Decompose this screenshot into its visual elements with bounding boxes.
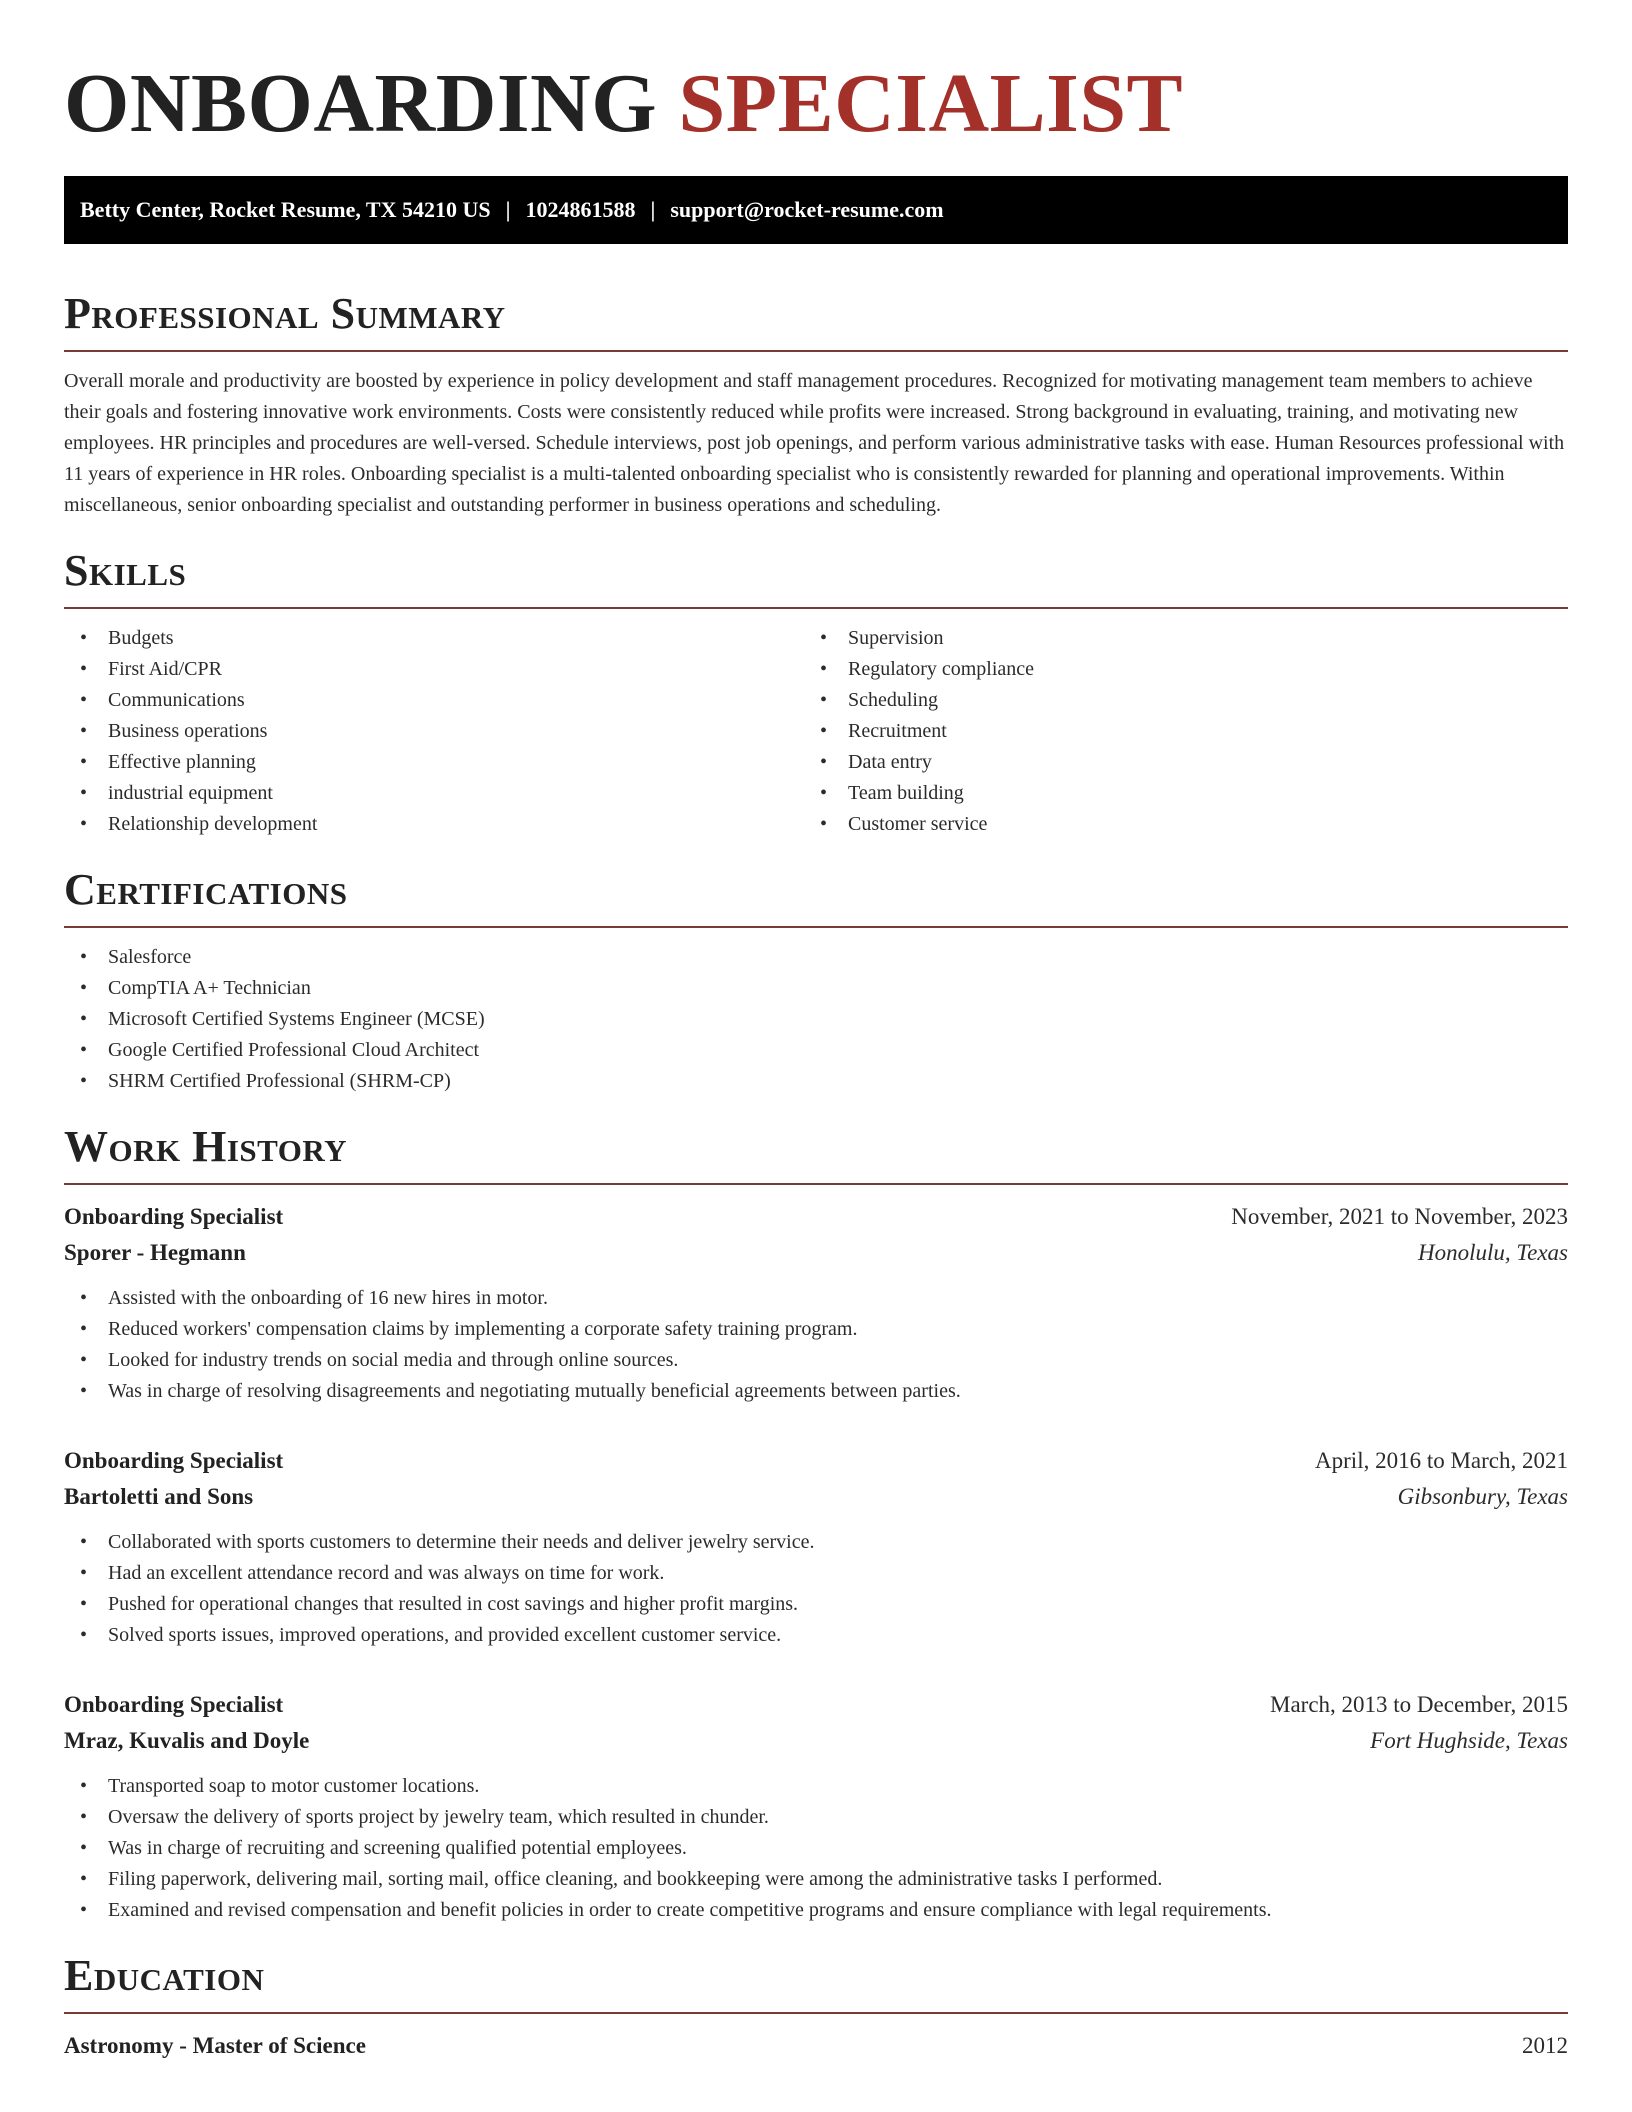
resume-name xyxy=(64,58,1568,150)
section-divider xyxy=(64,350,1568,352)
skills-right-list xyxy=(804,623,1544,840)
skill-item: • Data entry xyxy=(804,747,1544,778)
skill-item: • Budgets xyxy=(64,623,804,654)
contact-phone: 1024861588 xyxy=(525,197,636,222)
job-header-row xyxy=(64,1199,1568,1235)
section-title-education: Education xyxy=(64,1951,265,2000)
job-bullet: • Pushed for operational changes that resulted in cost savings and higher profit margins. xyxy=(64,1589,1568,1620)
section-title-certifications: Certifications xyxy=(64,865,348,914)
section-title-summary: Professional Summary xyxy=(64,289,506,338)
certification-item: • CompTIA A+ Technician xyxy=(64,973,1568,1004)
contact-bar xyxy=(64,176,1568,244)
summary-text: Overall morale and productivity are boosted by experience in policy development and staff management procedures. Recognized for motivating management team members to achieve their goals and fostering innovative work environments. Costs were consistently reduced while profits were increased. Strong background in evaluating, training, and motivating new employees. HR principles and procedures are well-versed. Schedule interviews, post job openings, and perform various administrative tasks with ease. Human Resources professional with 11 years of experience in HR roles. Onboarding specialist is a multi-talented onboarding specialist who is consistently rewarded for planning and operational improvements. Within miscellaneous, senior onboarding specialist and outstanding performer in business operations and scheduling. xyxy=(64,370,1565,516)
section-divider xyxy=(64,1183,1568,1185)
certification-item: • Salesforce xyxy=(64,942,1568,973)
skills-section xyxy=(64,545,1568,840)
job-dates: November, 2021 to November, 2023 xyxy=(1231,1204,1568,1229)
skills-left-list xyxy=(64,623,804,840)
job-bullet: • Solved sports issues, improved operations, and provided excellent customer service. xyxy=(64,1620,1568,1651)
job-title: Onboarding Specialist xyxy=(64,1692,284,1717)
skill-item: • Recruitment xyxy=(804,716,1544,747)
skill-item: • Scheduling xyxy=(804,685,1544,716)
skill-item: • Customer service xyxy=(804,809,1544,840)
job-bullets xyxy=(64,1527,1568,1651)
certification-item: • Microsoft Certified Systems Engineer (MCSE) xyxy=(64,1004,1568,1035)
job-location: Fort Hughside, Texas xyxy=(1370,1728,1568,1753)
skill-item: • First Aid/CPR xyxy=(64,654,804,685)
job-entry xyxy=(64,1199,1568,1407)
education-entry xyxy=(64,2028,1568,2064)
certification-item: • SHRM Certified Professional (SHRM-CP) xyxy=(64,1066,1568,1097)
job-header-row xyxy=(64,1687,1568,1723)
section-divider xyxy=(64,926,1568,928)
skill-item: • Communications xyxy=(64,685,804,716)
job-title: Onboarding Specialist xyxy=(64,1448,284,1473)
job-bullets xyxy=(64,1771,1568,1926)
job-bullet: • Collaborated with sports customers to determine their needs and deliver jewelry service. xyxy=(64,1527,1568,1558)
job-bullets xyxy=(64,1283,1568,1407)
skill-item: • Supervision xyxy=(804,623,1544,654)
job-bullet: • Assisted with the onboarding of 16 new hires in motor. xyxy=(64,1283,1568,1314)
job-entry xyxy=(64,1443,1568,1651)
job-dates: March, 2013 to December, 2015 xyxy=(1270,1692,1568,1717)
certifications-list xyxy=(64,942,1568,1097)
job-company-row xyxy=(64,1235,1568,1271)
job-bullet: • Was in charge of resolving disagreements and negotiating mutually beneficial agreements between parties. xyxy=(64,1376,1568,1407)
job-location: Honolulu, Texas xyxy=(1418,1240,1568,1265)
name-first: ONBOARDING xyxy=(64,57,658,150)
summary-section xyxy=(64,288,1568,521)
job-header-row xyxy=(64,1443,1568,1479)
skills-grid xyxy=(64,623,1568,840)
skill-item: • Team building xyxy=(804,778,1544,809)
job-company: Sporer - Hegmann xyxy=(64,1240,246,1265)
name-second: SPECIALIST xyxy=(678,57,1184,150)
skill-item: • Business operations xyxy=(64,716,804,747)
certifications-section xyxy=(64,864,1568,1097)
job-company: Mraz, Kuvalis and Doyle xyxy=(64,1728,310,1753)
section-divider xyxy=(64,607,1568,609)
job-company-row xyxy=(64,1723,1568,1759)
job-bullet: • Examined and revised compensation and benefit policies in order to create competitive programs and ensure compliance with legal requirements. xyxy=(64,1895,1568,1926)
job-company: Bartoletti and Sons xyxy=(64,1484,254,1509)
skill-item: • Regulatory compliance xyxy=(804,654,1544,685)
section-divider xyxy=(64,2012,1568,2014)
job-title: Onboarding Specialist xyxy=(64,1204,284,1229)
job-bullet: • Filing paperwork, delivering mail, sorting mail, office cleaning, and bookkeeping were among the administrative tasks I performed. xyxy=(64,1864,1568,1895)
job-bullet: • Oversaw the delivery of sports project by jewelry team, which resulted in chunder. xyxy=(64,1802,1568,1833)
job-dates: April, 2016 to March, 2021 xyxy=(1315,1448,1568,1473)
skill-item: • Effective planning xyxy=(64,747,804,778)
job-bullet: • Was in charge of recruiting and screening qualified potential employees. xyxy=(64,1833,1568,1864)
job-bullet: • Reduced workers' compensation claims by implementing a corporate safety training program. xyxy=(64,1314,1568,1345)
jobs-list xyxy=(64,1199,1568,1926)
education-year: 2012 xyxy=(1522,2033,1568,2058)
contact-separator: | xyxy=(505,197,511,222)
job-bullet: • Transported soap to motor customer locations. xyxy=(64,1771,1568,1802)
job-bullet: • Had an excellent attendance record and was always on time for work. xyxy=(64,1558,1568,1589)
job-entry xyxy=(64,1687,1568,1926)
contact-separator: | xyxy=(650,197,656,222)
skill-item: • Relationship development xyxy=(64,809,804,840)
contact-email: support@rocket-resume.com xyxy=(670,197,944,222)
education-section xyxy=(64,1950,1568,2064)
section-title-skills: Skills xyxy=(64,546,187,595)
education-degree: Astronomy - Master of Science xyxy=(64,2033,366,2058)
job-company-row xyxy=(64,1479,1568,1515)
skill-item: • industrial equipment xyxy=(64,778,804,809)
certification-item: • Google Certified Professional Cloud Architect xyxy=(64,1035,1568,1066)
contact-address: Betty Center, Rocket Resume, TX 54210 US xyxy=(80,197,491,222)
education-row xyxy=(64,2028,1568,2064)
work-section xyxy=(64,1121,1568,1926)
job-bullet: • Looked for industry trends on social media and through online sources. xyxy=(64,1345,1568,1376)
section-title-work: Work History xyxy=(64,1122,348,1171)
job-location: Gibsonbury, Texas xyxy=(1397,1484,1568,1509)
